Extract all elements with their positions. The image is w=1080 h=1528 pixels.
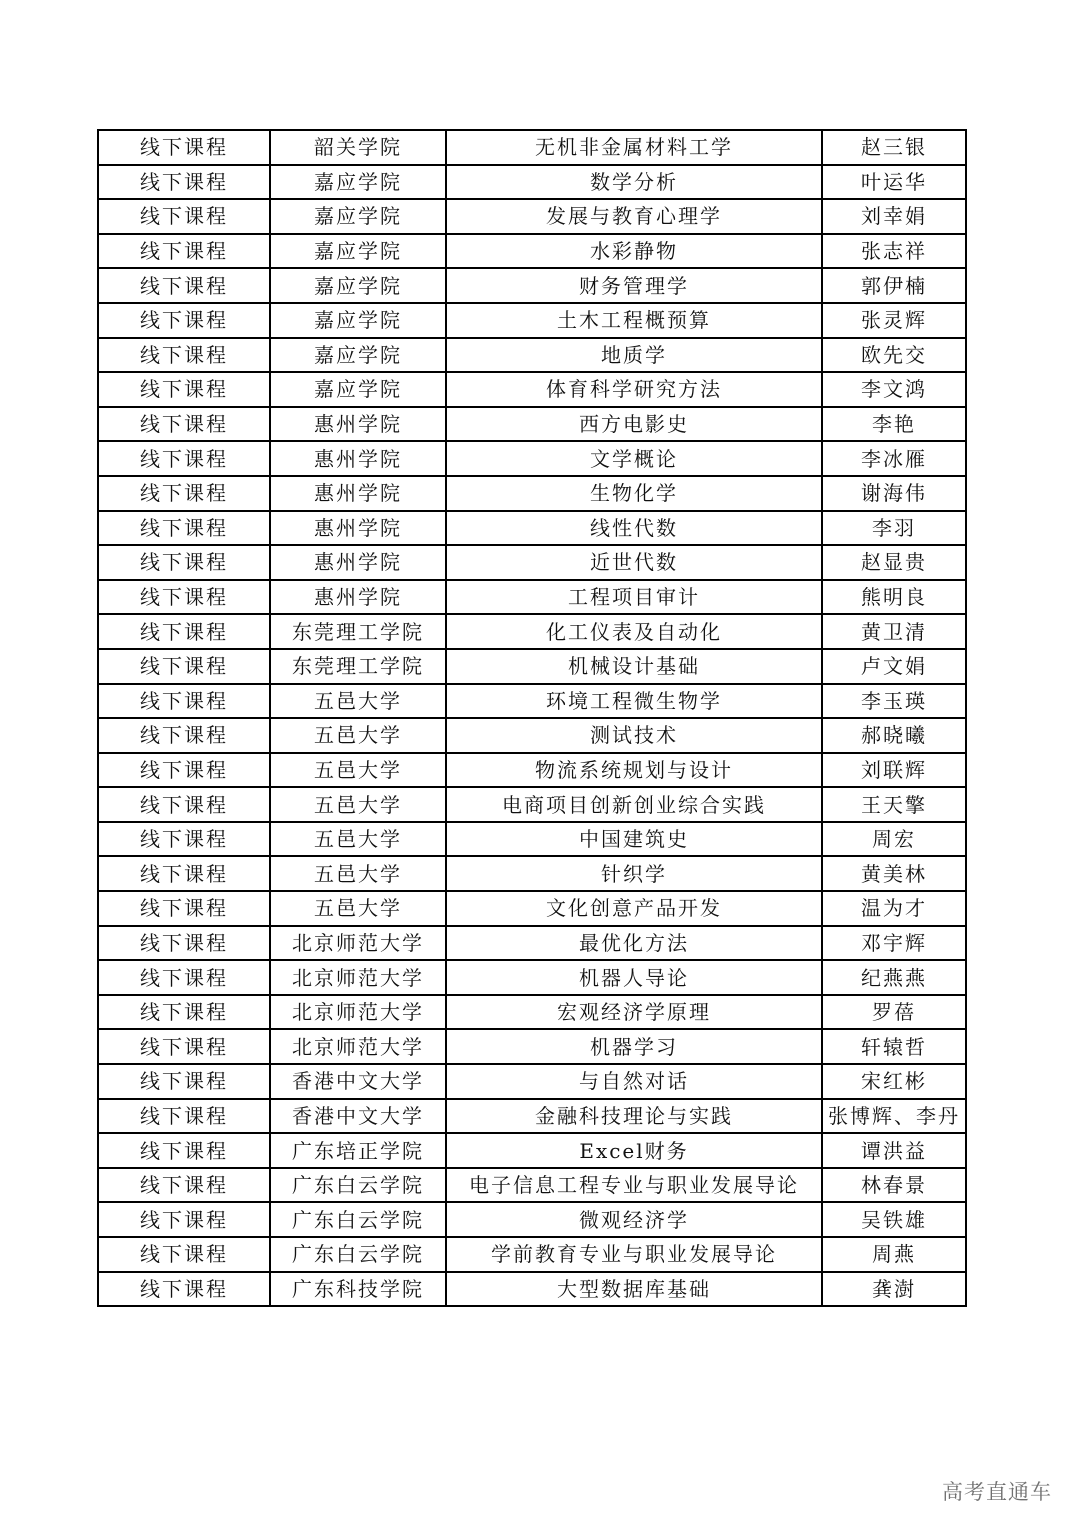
school-cell: 惠州学院 — [270, 476, 446, 511]
teacher-cell: 郝晓曦 — [822, 718, 966, 753]
school-cell: 嘉应学院 — [270, 234, 446, 269]
table-row — [98, 407, 966, 442]
table-row — [98, 822, 966, 857]
course-type-cell: 线下课程 — [98, 511, 270, 546]
course-name-cell: 文学概论 — [446, 441, 822, 476]
school-cell: 北京师范大学 — [270, 926, 446, 961]
table-row — [98, 199, 966, 234]
course-name-cell: 最优化方法 — [446, 926, 822, 961]
school-cell: 惠州学院 — [270, 511, 446, 546]
course-name-cell: 针织学 — [446, 856, 822, 891]
table-row — [98, 1237, 966, 1272]
course-name-cell: 机器人导论 — [446, 960, 822, 995]
table-row — [98, 338, 966, 373]
table-row — [98, 580, 966, 615]
table-row — [98, 545, 966, 580]
course-name-cell: 无机非金属材料工学 — [446, 130, 822, 165]
teacher-cell: 吴铁雄 — [822, 1202, 966, 1237]
table-row — [98, 995, 966, 1030]
course-type-cell: 线下课程 — [98, 649, 270, 684]
teacher-cell: 刘联辉 — [822, 753, 966, 788]
teacher-cell: 赵三银 — [822, 130, 966, 165]
course-type-cell: 线下课程 — [98, 545, 270, 580]
course-name-cell: 金融科技理论与实践 — [446, 1099, 822, 1134]
course-name-cell: 机械设计基础 — [446, 649, 822, 684]
teacher-cell: 欧先交 — [822, 338, 966, 373]
course-type-cell: 线下课程 — [98, 130, 270, 165]
table-row — [98, 165, 966, 200]
school-cell: 香港中文大学 — [270, 1064, 446, 1099]
table-row — [98, 684, 966, 719]
course-name-cell: 与自然对话 — [446, 1064, 822, 1099]
course-name-cell: 测试技术 — [446, 718, 822, 753]
school-cell: 五邑大学 — [270, 684, 446, 719]
table-body — [98, 130, 966, 1306]
table-row — [98, 372, 966, 407]
school-cell: 嘉应学院 — [270, 199, 446, 234]
table-row — [98, 1029, 966, 1064]
course-name-cell: Excel财务 — [446, 1133, 822, 1168]
course-type-cell: 线下课程 — [98, 1202, 270, 1237]
school-cell: 嘉应学院 — [270, 165, 446, 200]
course-type-cell: 线下课程 — [98, 268, 270, 303]
school-cell: 广东培正学院 — [270, 1133, 446, 1168]
table-row — [98, 303, 966, 338]
course-name-cell: 文化创意产品开发 — [446, 891, 822, 926]
course-name-cell: 近世代数 — [446, 545, 822, 580]
course-type-cell: 线下课程 — [98, 856, 270, 891]
school-cell: 嘉应学院 — [270, 303, 446, 338]
teacher-cell: 叶运华 — [822, 165, 966, 200]
teacher-cell: 轩辕哲 — [822, 1029, 966, 1064]
teacher-cell: 李文鸿 — [822, 372, 966, 407]
school-cell: 广东白云学院 — [270, 1237, 446, 1272]
teacher-cell: 周宏 — [822, 822, 966, 857]
teacher-cell: 张灵辉 — [822, 303, 966, 338]
course-name-cell: 物流系统规划与设计 — [446, 753, 822, 788]
course-type-cell: 线下课程 — [98, 822, 270, 857]
course-type-cell: 线下课程 — [98, 1064, 270, 1099]
course-type-cell: 线下课程 — [98, 407, 270, 442]
teacher-cell: 黄美林 — [822, 856, 966, 891]
table-row — [98, 511, 966, 546]
course-type-cell: 线下课程 — [98, 165, 270, 200]
teacher-cell: 李羽 — [822, 511, 966, 546]
course-name-cell: 环境工程微生物学 — [446, 684, 822, 719]
school-cell: 北京师范大学 — [270, 995, 446, 1030]
course-type-cell: 线下课程 — [98, 234, 270, 269]
table-row — [98, 649, 966, 684]
teacher-cell: 刘幸娟 — [822, 199, 966, 234]
school-cell: 惠州学院 — [270, 580, 446, 615]
course-type-cell: 线下课程 — [98, 995, 270, 1030]
course-name-cell: 大型数据库基础 — [446, 1272, 822, 1307]
table-row — [98, 787, 966, 822]
course-type-cell: 线下课程 — [98, 476, 270, 511]
course-name-cell: 工程项目审计 — [446, 580, 822, 615]
teacher-cell: 李冰雁 — [822, 441, 966, 476]
school-cell: 北京师范大学 — [270, 960, 446, 995]
course-name-cell: 水彩静物 — [446, 234, 822, 269]
course-type-cell: 线下课程 — [98, 891, 270, 926]
table-row — [98, 1099, 966, 1134]
course-type-cell: 线下课程 — [98, 441, 270, 476]
table-row — [98, 1202, 966, 1237]
course-name-cell: 化工仪表及自动化 — [446, 614, 822, 649]
course-type-cell: 线下课程 — [98, 718, 270, 753]
course-name-cell: 发展与教育心理学 — [446, 199, 822, 234]
teacher-cell: 黄卫清 — [822, 614, 966, 649]
course-name-cell: 财务管理学 — [446, 268, 822, 303]
table-row — [98, 960, 966, 995]
school-cell: 五邑大学 — [270, 787, 446, 822]
table-row — [98, 1272, 966, 1307]
table-row — [98, 753, 966, 788]
course-type-cell: 线下课程 — [98, 1168, 270, 1203]
course-name-cell: 中国建筑史 — [446, 822, 822, 857]
course-type-cell: 线下课程 — [98, 580, 270, 615]
teacher-cell: 邓宇辉 — [822, 926, 966, 961]
teacher-cell: 张志祥 — [822, 234, 966, 269]
course-type-cell: 线下课程 — [98, 338, 270, 373]
course-type-cell: 线下课程 — [98, 1237, 270, 1272]
course-name-cell: 电商项目创新创业综合实践 — [446, 787, 822, 822]
table-row — [98, 1168, 966, 1203]
course-name-cell: 体育科学研究方法 — [446, 372, 822, 407]
school-cell: 五邑大学 — [270, 753, 446, 788]
course-name-cell: 学前教育专业与职业发展导论 — [446, 1237, 822, 1272]
course-type-cell: 线下课程 — [98, 960, 270, 995]
teacher-cell: 龚澍 — [822, 1272, 966, 1307]
school-cell: 韶关学院 — [270, 130, 446, 165]
course-type-cell: 线下课程 — [98, 1099, 270, 1134]
table-row — [98, 441, 966, 476]
school-cell: 嘉应学院 — [270, 338, 446, 373]
course-type-cell: 线下课程 — [98, 1029, 270, 1064]
course-name-cell: 数学分析 — [446, 165, 822, 200]
table-row — [98, 130, 966, 165]
course-name-cell: 土木工程概预算 — [446, 303, 822, 338]
teacher-cell: 张博辉、李丹 — [822, 1099, 966, 1134]
teacher-cell: 周燕 — [822, 1237, 966, 1272]
school-cell: 广东白云学院 — [270, 1202, 446, 1237]
table-row — [98, 856, 966, 891]
course-name-cell: 西方电影史 — [446, 407, 822, 442]
teacher-cell: 李玉瑛 — [822, 684, 966, 719]
course-name-cell: 地质学 — [446, 338, 822, 373]
school-cell: 惠州学院 — [270, 407, 446, 442]
teacher-cell: 罗蓓 — [822, 995, 966, 1030]
teacher-cell: 谭洪益 — [822, 1133, 966, 1168]
course-type-cell: 线下课程 — [98, 926, 270, 961]
teacher-cell: 王天擎 — [822, 787, 966, 822]
course-type-cell: 线下课程 — [98, 303, 270, 338]
teacher-cell: 李艳 — [822, 407, 966, 442]
school-cell: 香港中文大学 — [270, 1099, 446, 1134]
course-type-cell: 线下课程 — [98, 753, 270, 788]
school-cell: 嘉应学院 — [270, 268, 446, 303]
teacher-cell: 温为才 — [822, 891, 966, 926]
course-type-cell: 线下课程 — [98, 1133, 270, 1168]
teacher-cell: 熊明良 — [822, 580, 966, 615]
table-row — [98, 926, 966, 961]
course-name-cell: 电子信息工程专业与职业发展导论 — [446, 1168, 822, 1203]
course-type-cell: 线下课程 — [98, 787, 270, 822]
course-name-cell: 宏观经济学原理 — [446, 995, 822, 1030]
course-name-cell: 生物化学 — [446, 476, 822, 511]
course-type-cell: 线下课程 — [98, 199, 270, 234]
teacher-cell: 纪燕燕 — [822, 960, 966, 995]
school-cell: 广东科技学院 — [270, 1272, 446, 1307]
table-row — [98, 1064, 966, 1099]
school-cell: 嘉应学院 — [270, 372, 446, 407]
table-row — [98, 891, 966, 926]
teacher-cell: 卢文娟 — [822, 649, 966, 684]
table-row — [98, 1133, 966, 1168]
teacher-cell: 赵显贵 — [822, 545, 966, 580]
school-cell: 五邑大学 — [270, 822, 446, 857]
teacher-cell: 林春景 — [822, 1168, 966, 1203]
teacher-cell: 宋红彬 — [822, 1064, 966, 1099]
table-row — [98, 718, 966, 753]
course-type-cell: 线下课程 — [98, 372, 270, 407]
course-name-cell: 微观经济学 — [446, 1202, 822, 1237]
watermark: 高考直通车 — [942, 1480, 1052, 1504]
course-name-cell: 线性代数 — [446, 511, 822, 546]
course-table — [97, 129, 967, 1307]
table-row — [98, 268, 966, 303]
table-row — [98, 234, 966, 269]
school-cell: 惠州学院 — [270, 545, 446, 580]
table-row — [98, 476, 966, 511]
school-cell: 五邑大学 — [270, 891, 446, 926]
course-name-cell: 机器学习 — [446, 1029, 822, 1064]
course-type-cell: 线下课程 — [98, 614, 270, 649]
teacher-cell: 谢海伟 — [822, 476, 966, 511]
course-type-cell: 线下课程 — [98, 1272, 270, 1307]
school-cell: 东莞理工学院 — [270, 614, 446, 649]
school-cell: 广东白云学院 — [270, 1168, 446, 1203]
school-cell: 东莞理工学院 — [270, 649, 446, 684]
table-row — [98, 614, 966, 649]
school-cell: 五邑大学 — [270, 718, 446, 753]
teacher-cell: 郭伊楠 — [822, 268, 966, 303]
course-type-cell: 线下课程 — [98, 684, 270, 719]
school-cell: 惠州学院 — [270, 441, 446, 476]
school-cell: 北京师范大学 — [270, 1029, 446, 1064]
school-cell: 五邑大学 — [270, 856, 446, 891]
